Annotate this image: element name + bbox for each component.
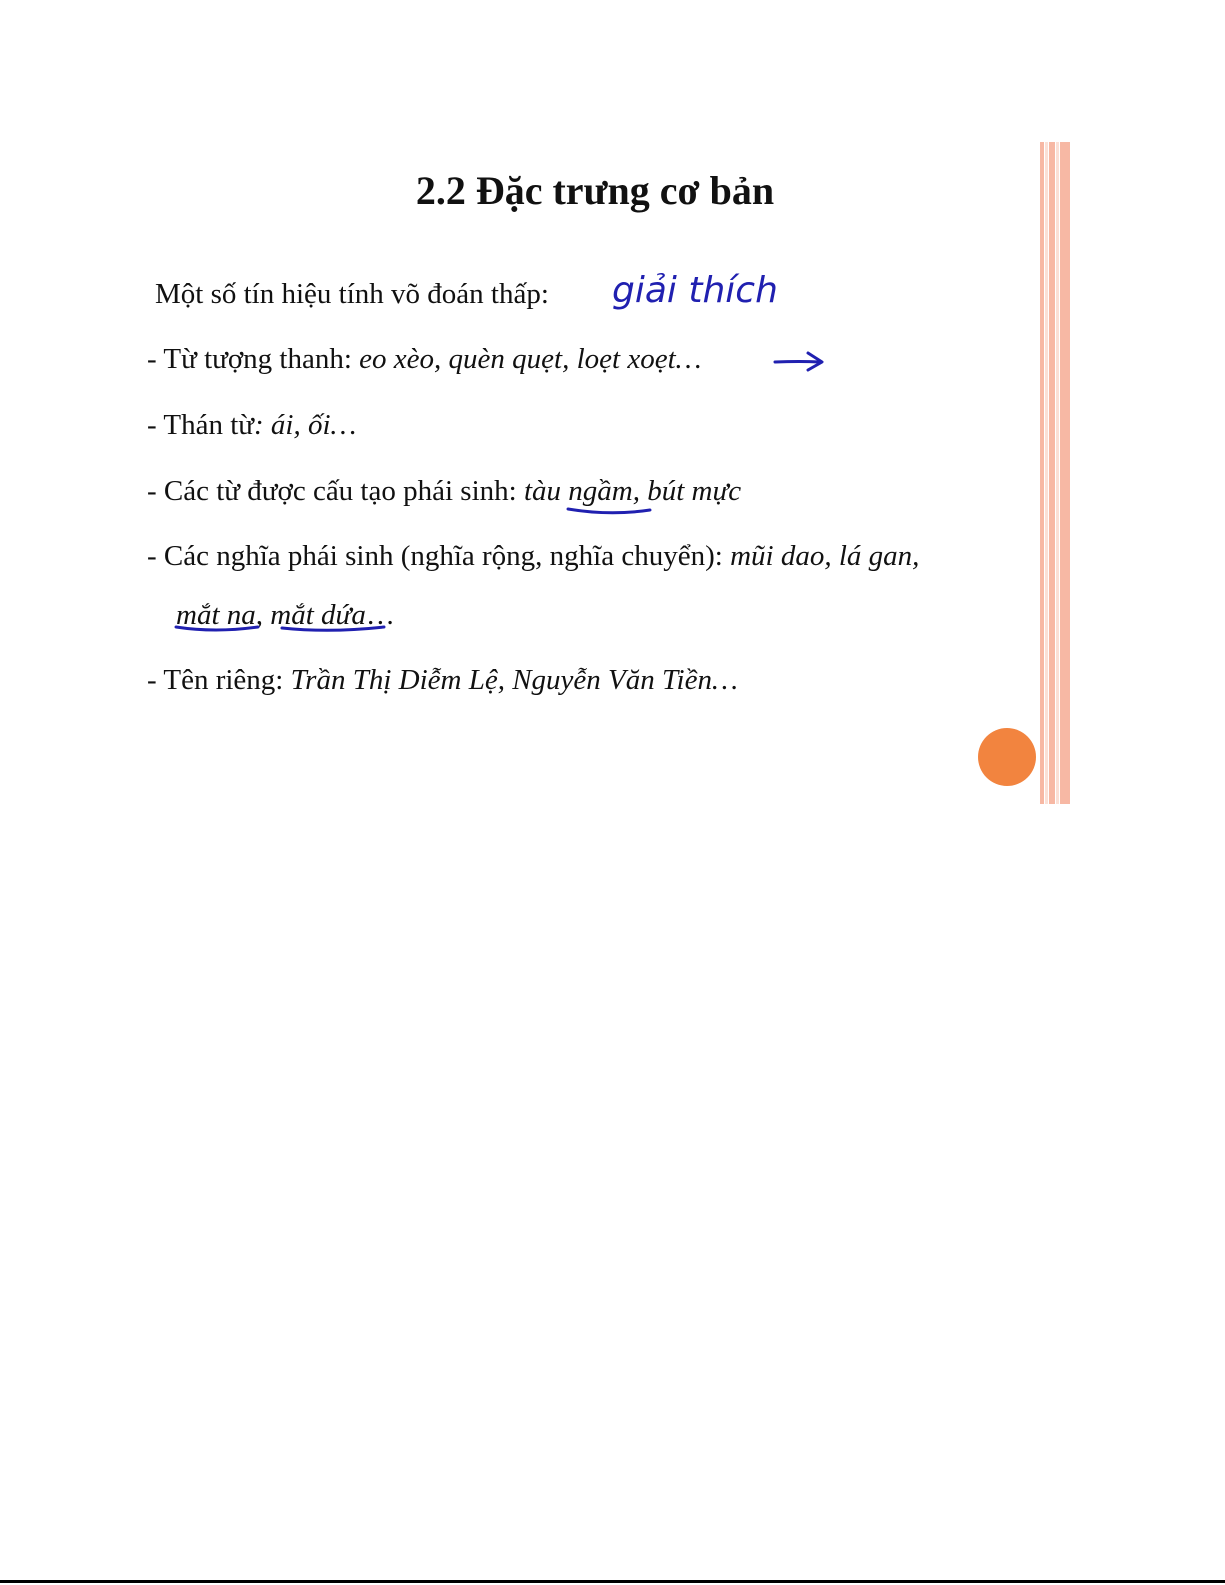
item-examples: tàu ngầm, bút mực <box>523 475 742 507</box>
item-examples: Trần Thị Diễm Lệ, Nguyễn Văn Tiền… <box>290 664 738 696</box>
accent-dot <box>978 728 1036 786</box>
list-item-derived-words <box>147 473 741 509</box>
underline-mark <box>568 509 650 513</box>
page-bottom-rule <box>0 1580 1225 1583</box>
list-item-proper-names <box>147 662 738 698</box>
stripe <box>1040 142 1044 804</box>
item-label: - Tên riêng: <box>147 664 291 696</box>
item-example-ellipsis: … <box>365 599 395 631</box>
stripe <box>1049 142 1055 804</box>
item-label: - Từ tượng thanh: <box>147 343 360 375</box>
intro-text: Một số tín hiệu tính võ đoán thấp: <box>155 278 549 310</box>
item-label: - Các nghĩa phái sinh (nghĩa rộng, nghĩa chuyển): <box>147 540 731 572</box>
list-item-derived-meanings-cont <box>176 597 395 633</box>
item-example-sep: , <box>255 599 271 631</box>
handwritten-note: giải thích <box>612 270 778 311</box>
item-examples: eo xèo, quèn quẹt, loẹt xoẹt… <box>359 343 702 375</box>
item-label: - Các từ được cấu tạo phái sinh: <box>147 475 524 507</box>
stripe <box>1056 142 1059 804</box>
stripe <box>1045 142 1048 804</box>
item-examples: : ái, ối… <box>254 409 357 441</box>
decorative-stripes <box>1040 142 1070 804</box>
item-example-mat-na: mắt na <box>176 599 256 631</box>
item-examples: mũi dao, lá gan, <box>730 540 920 572</box>
arrow-icon <box>775 362 820 363</box>
item-example-mat-dua: mắt dứa <box>270 599 366 631</box>
list-item-derived-meanings <box>147 538 919 574</box>
stripe <box>1060 142 1070 804</box>
list-item-interjection <box>147 407 356 443</box>
arrowhead-icon <box>808 353 822 370</box>
slide-title: 2.2 Đặc trưng cơ bản <box>415 168 775 213</box>
list-item-onomatopoeia <box>147 341 701 377</box>
item-label: - Thán từ <box>147 409 254 441</box>
